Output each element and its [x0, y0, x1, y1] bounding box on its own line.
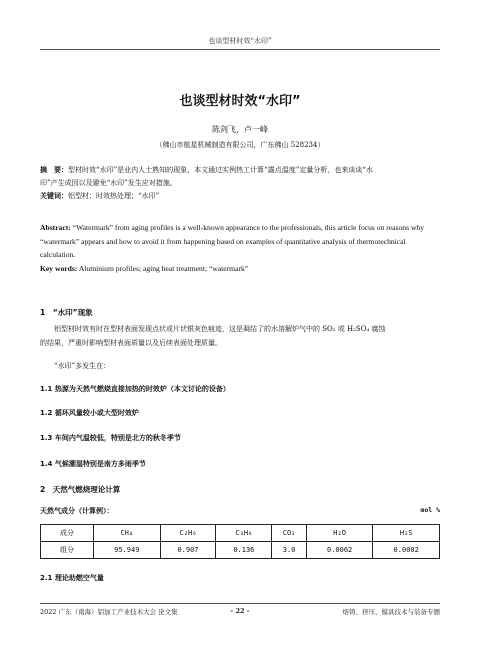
table-header-cell: C₃H₈ [216, 525, 272, 542]
table-cell: 0.907 [160, 542, 216, 559]
table-cell: 0.136 [216, 542, 272, 559]
section-1-paragraph2: “水印”多发生在： [54, 362, 111, 370]
abstract-cn-line1: 型材时效“水印”是业内人士熟知的现象，本文通过实例热工计算“露点温度”定量分析，也来谈谈“水 [68, 166, 373, 174]
section-1-line2: 的结果，严重时影响型材表面质量以及后续表面处理质量。 [40, 339, 222, 347]
table-caption: 天然气成分（计算例）： [40, 507, 114, 515]
keywords-en-text: Aluminium profiles; aging heat treatment; “watermark” [78, 263, 249, 273]
table-row [41, 542, 440, 559]
table-header-cell: CO₂ [272, 525, 307, 542]
keywords-cn-label: 关键词： [40, 192, 68, 200]
abstract-cn-label: 摘 要： [40, 166, 68, 174]
table-header-cell: H₂S [373, 525, 440, 542]
paper-title: 也谈型材时效“水印” [179, 94, 301, 109]
keywords-en-label: Key words: [40, 263, 78, 273]
table-header-cell: C₂H₆ [160, 525, 216, 542]
abstract-en-line2: “watermark” appears and how to avoid it from happening based on examples of quantitative analysis of thermotechnical [40, 236, 406, 246]
item-1-4: 1.4 气候潮湿特别是南方多雨季节 [40, 460, 146, 468]
abstract-cn-line2: 印”产生成因以及避免“水印”发生应对措施。 [40, 179, 177, 187]
table-header-row [41, 525, 440, 542]
table-header-cell: H₂O [306, 525, 373, 542]
abstract-cn [40, 164, 440, 203]
abstract-en-line3: calculation. [40, 250, 76, 259]
section-1-paragraph [40, 322, 440, 350]
abstract-en-label: Abstract: [40, 223, 71, 232]
authors: 陈剑飞，卢一峰 [212, 125, 268, 134]
table-header-cell: 成分 [41, 525, 94, 542]
abstract-en [40, 221, 440, 275]
table-unit: mol % [420, 506, 440, 514]
footer-left: 2022 广东（南海）铝加工产业技术大会 论文集 [40, 608, 178, 616]
table-cell: 组分 [41, 542, 94, 559]
table-cell: 0.0062 [306, 542, 373, 559]
table-cell: 0.0002 [373, 542, 440, 559]
abstract-en-line1: “Watermark” from aging profiles is a well-known appearance to the professionals, this article focus on reasons why [72, 223, 425, 232]
gas-composition-table [40, 524, 440, 559]
affiliation: （佛山市航星机械制造有限公司，广东佛山 528234） [155, 141, 325, 149]
table-header-cell: CH₄ [94, 525, 161, 542]
footer-rule [40, 603, 440, 604]
running-header: 也谈型材时效“水印” [40, 36, 440, 50]
section-1-line1: 铝型材时效有时在型材表面发现点状或片状银灰色痕迹，这是凝结了的水溶解炉气中的 SO₂ 或 H₂SO₄ 腐蚀 [54, 325, 386, 333]
item-1-1: 1.1 热源为天然气燃烧直接加热的时效炉（本文讨论的设备） [40, 385, 230, 393]
page-number: - 22 - [230, 607, 250, 615]
table-cell: 95.949 [94, 542, 161, 559]
section-2-1-heading: 2.1 理论助燃空气量 [40, 574, 104, 582]
item-1-2: 1.2 循环风量较小或大型时效炉 [40, 409, 139, 417]
table-cell: 3.0 [272, 542, 307, 559]
section-1-heading: 1 “水印”现象 [40, 308, 93, 317]
item-1-3: 1.3 车间内气温较低，特别是北方的秋冬季节 [40, 434, 181, 442]
section-2-heading: 2 天然气燃烧理论计算 [40, 485, 121, 494]
keywords-cn-text: 铝型材；时效热处理；“水印” [68, 192, 160, 200]
footer-right: 熔铸、挤压、模具技术与装备专题 [342, 608, 440, 616]
